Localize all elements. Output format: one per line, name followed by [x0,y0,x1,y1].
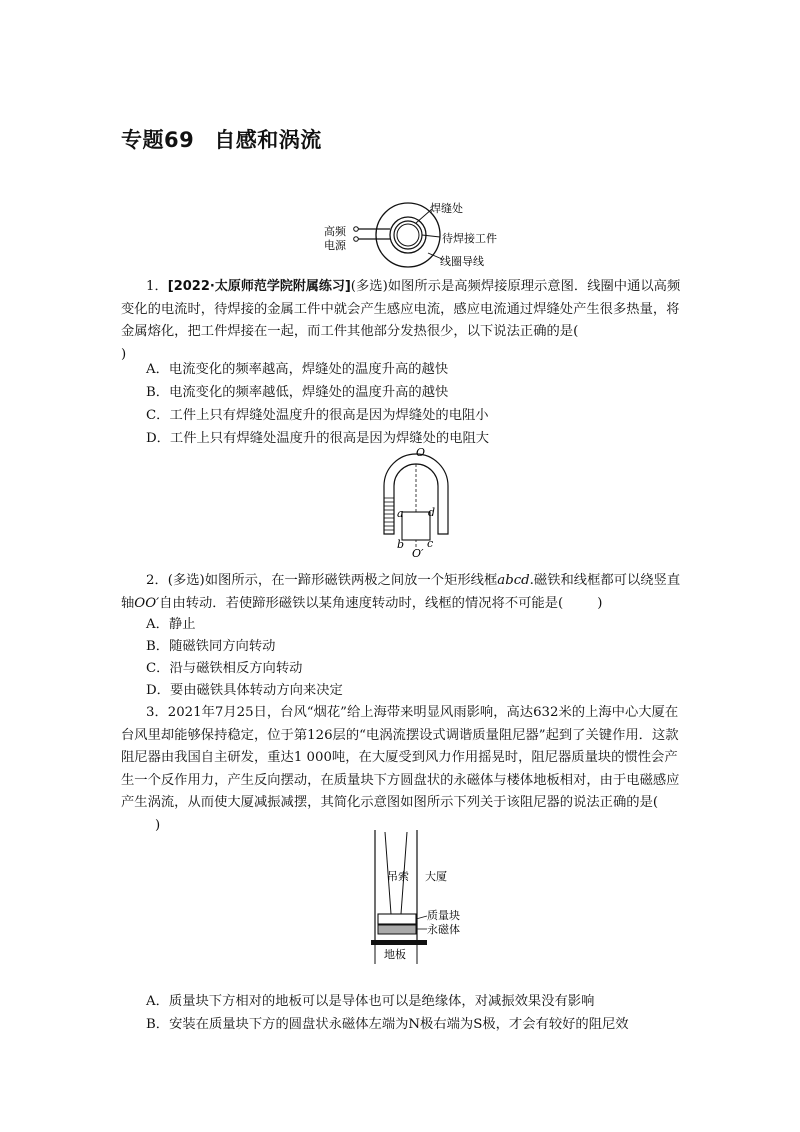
q1-option-b: B．电流变化的频率越低，焊缝处的温度升高的越快 [146,385,449,400]
label-O-prime: O′ [412,547,424,558]
terminal-top [354,227,359,232]
q3-close: ) [155,817,161,833]
pointer-mass [416,916,427,919]
label-a: a [397,507,404,520]
question-3 [121,702,683,838]
q2-prefix: 2．(多选)如图所示，在一蹄形磁铁两极之间放一个矩形线框 [146,573,498,588]
q2-suffix: 自由转动．若使蹄形磁铁以某角速度转动时，线框的情况将不可能是( [159,595,564,611]
workpiece-outer [394,221,422,249]
label-cable: 吊索 [387,870,409,883]
q2-close: ) [597,595,603,611]
q1-close: ) [121,346,127,362]
permanent-magnet [378,925,416,934]
label-building: 大厦 [425,870,447,883]
q2-option-b: B．随磁铁同方向转动 [146,639,276,654]
label-b: b [397,538,405,551]
label-O: O [416,446,426,459]
q3-option-b: B．安装在质量块下方的圆盘状永磁体左端为N极右端为S极，才会有较好的阻尼效 [146,1017,629,1032]
topic-number: 专题69 [121,128,195,152]
q1-source: [2022·太原师范学院附属练习] [167,279,351,294]
workpiece-inner [397,224,419,246]
q2-option-d: D．要由磁铁具体转动方向来决定 [146,683,343,698]
label-magnet: 永磁体 [427,923,460,936]
terminal-bottom [354,237,359,242]
label-c: c [427,537,434,550]
label-coil: 线圈导线 [440,255,484,268]
coil-wire [390,217,426,253]
rectangular-frame [402,512,430,540]
label-d: d [428,506,436,519]
figure-horseshoe-magnet [370,446,450,558]
q1-option-c: C．工件上只有焊缝处温度升的很高是因为焊缝处的电阻小 [146,408,489,423]
q3-option-a: A．质量块下方相对的地板可以是导体也可以是绝缘体，对减振效果没有影响 [146,994,595,1009]
mass-block [378,914,416,924]
q2-mid: .磁铁和线框都可以绕竖直轴 [121,573,681,611]
figure-welding [318,195,518,275]
topic-name: 自感和涡流 [214,128,322,152]
q3-text: 3．2021年7月25日，台风“烟花”给上海带来明显风雨影响，高达632米的上海中心大厦在台风里却能够保持稳定，位于第126层的“电涡流摆设式调谐质量阻尼器”起到了关键作用．这款阻尼器由我国自主研发，重达1 000吨，在大厦受到风力作用摇晃时，阻尼器质量块的惯性会产生一个反作用力，产生反向摆动，在质量块下方圆盘状的永磁体与楼体地板相对，由于电磁感应产生涡流，从而使大厦减振减摆，其简化示意图如图所示下列关于该阻尼器的说法正确的是( [121,705,680,811]
question-1 [121,276,683,366]
label-power-2: 电源 [324,239,346,252]
q2-option-a: A．静止 [146,617,196,632]
label-mass: 质量块 [427,909,460,922]
q1-option-a: A．电流变化的频率越高，焊缝处的温度升高的越快 [146,362,449,377]
label-workpiece: 待焊接工件 [442,232,497,245]
label-floor: 地板 [384,948,406,961]
label-power-1: 高频 [324,225,346,238]
q1-option-d: D．工件上只有焊缝处温度升的很高是因为焊缝处的电阻大 [146,431,490,446]
q1-text: (多选)如图所示是高频焊接原理示意图．线圈中通以高频变化的电流时，待焊接的金属工件中就会产生感应电流，感应电流通过焊缝处产生很多热量，将金属熔化，把工件焊接在一起，而工件其他部分发热很少，以下说法正确的是( [121,279,681,340]
pointer-workpiece [422,235,440,237]
label-weld: 焊缝处 [430,202,463,215]
page-title [121,124,322,154]
figure-damper [365,830,505,965]
q2-frame-label: abcd [497,573,530,588]
q1-number: 1． [146,279,168,294]
q2-option-c: C．沿与磁铁相反方向转动 [146,661,303,676]
question-2 [121,570,683,615]
floor-slab [371,940,427,945]
q2-axis-label: OO′ [134,595,160,611]
